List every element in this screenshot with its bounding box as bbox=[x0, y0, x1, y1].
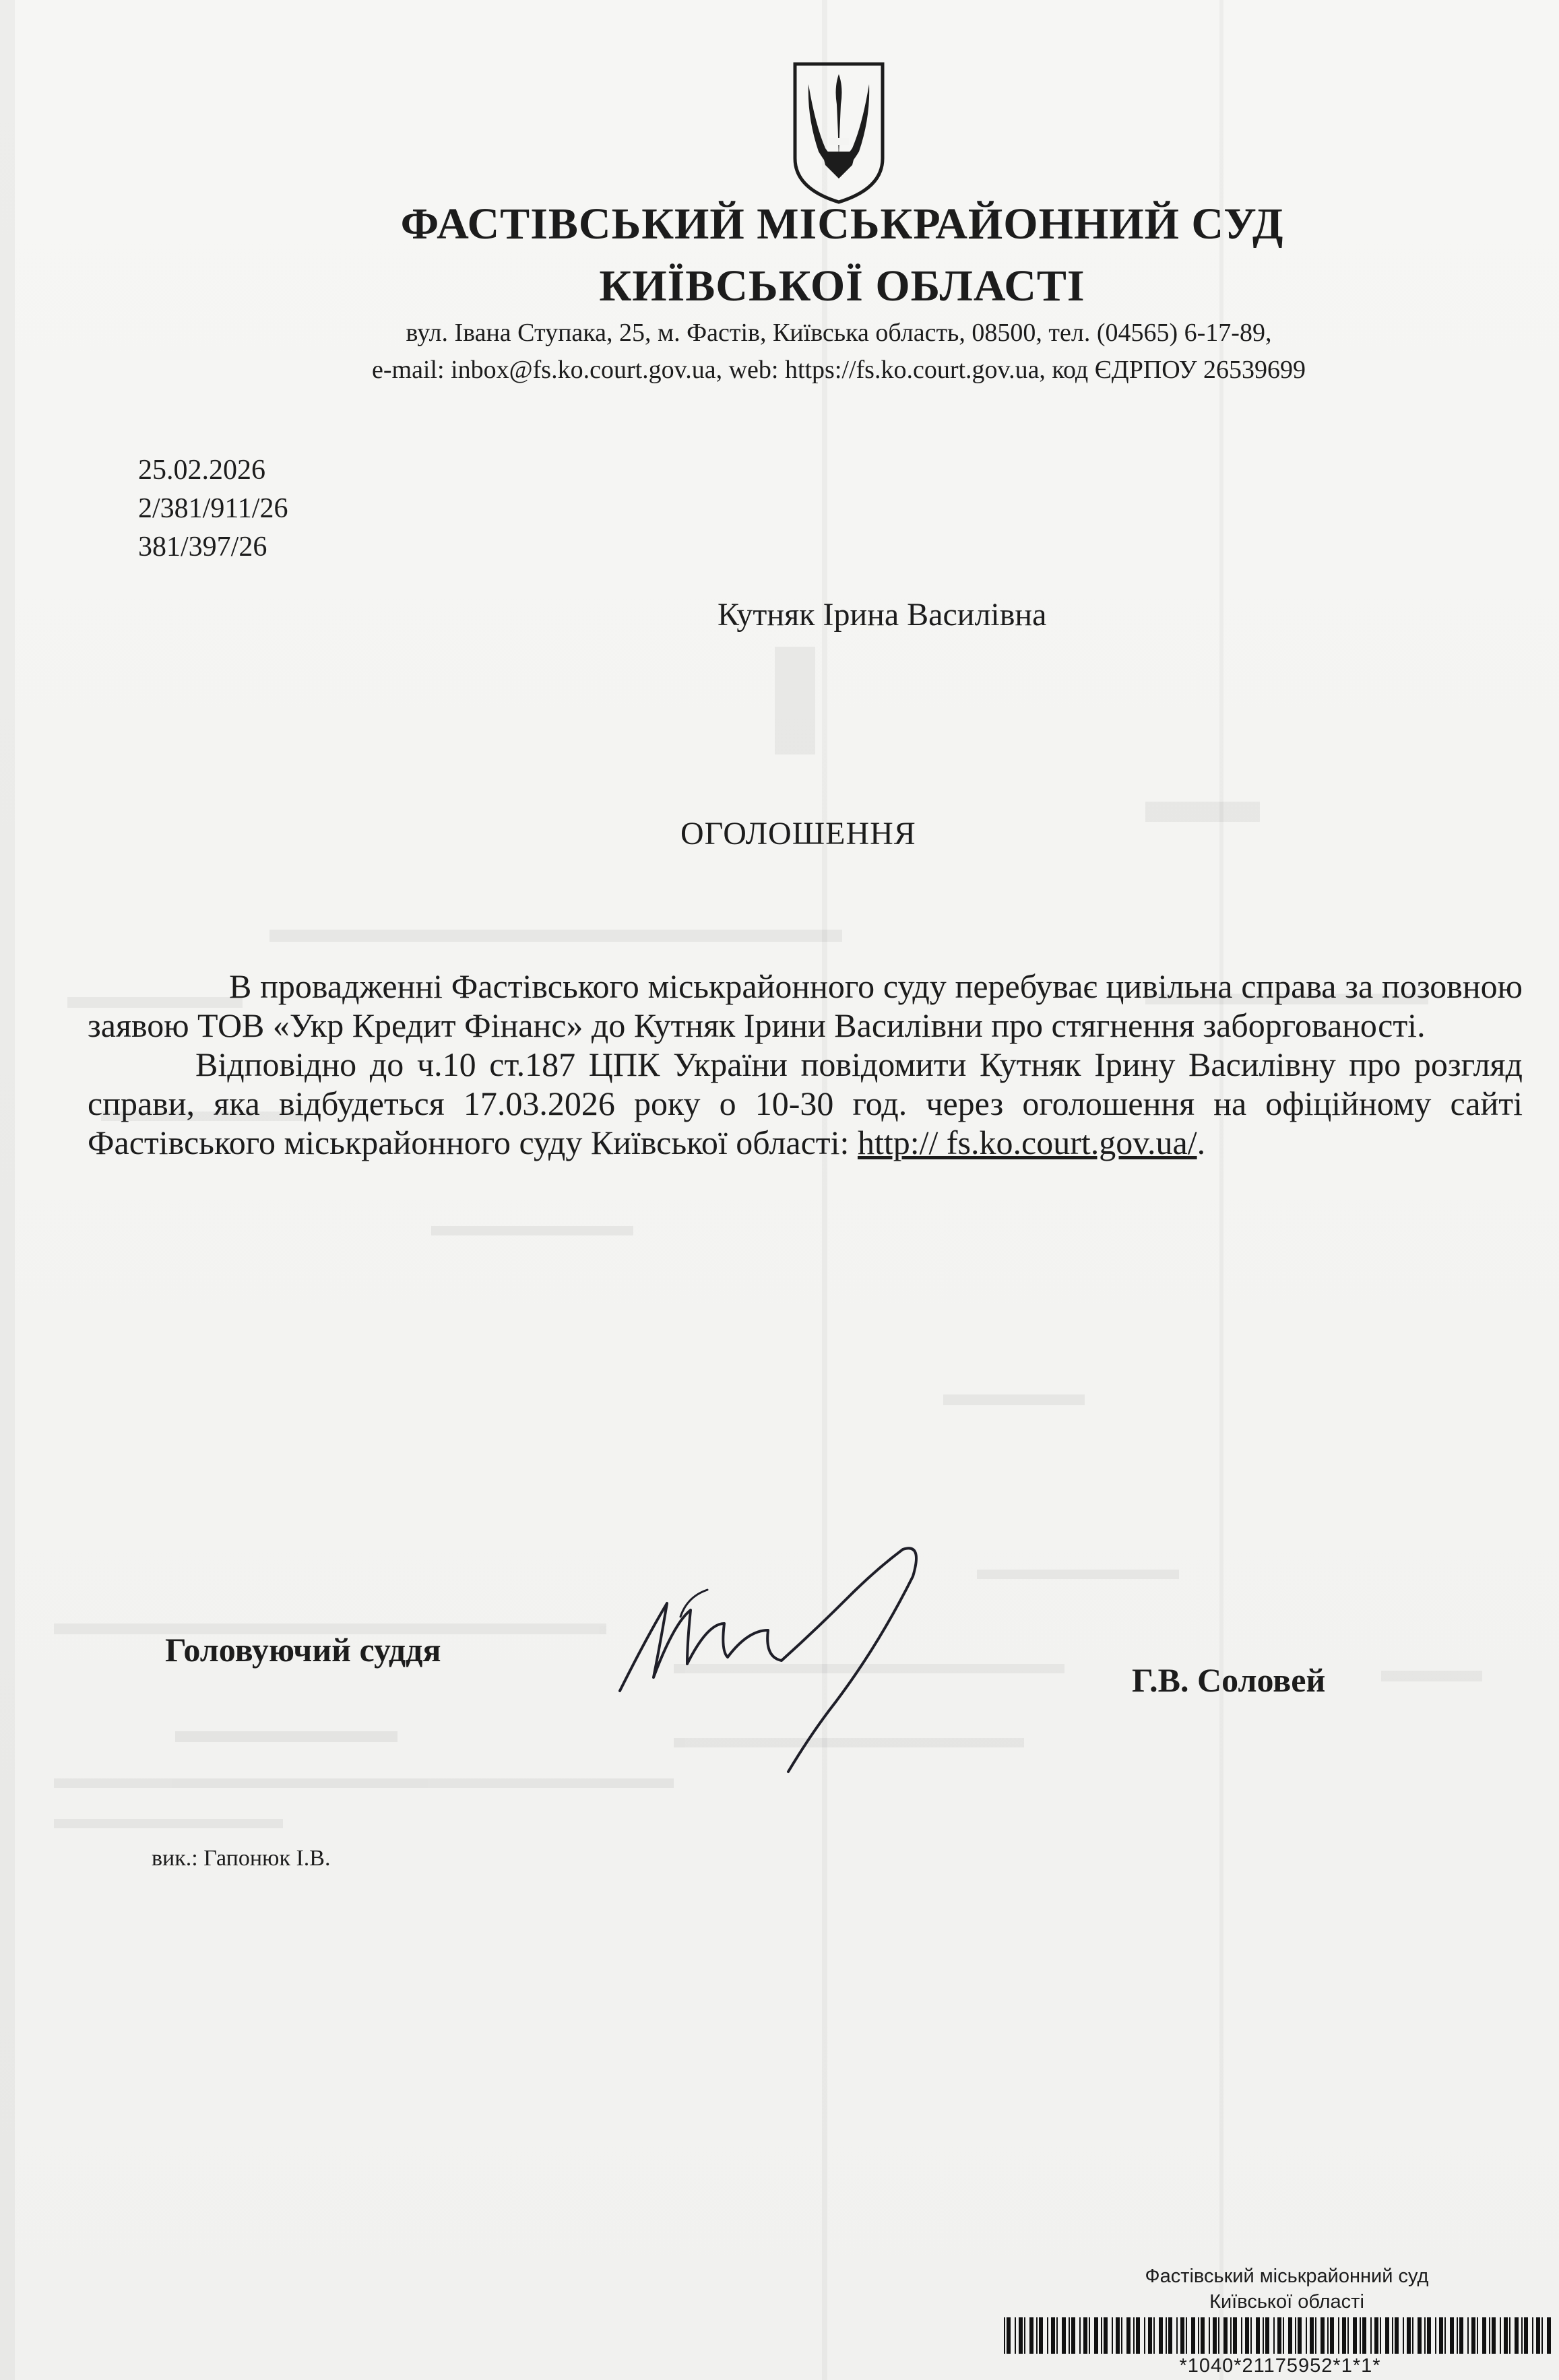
court-name-line1: ФАСТІВСЬКИЙ МІСЬКРАЙОННИЙ СУД bbox=[400, 199, 1284, 249]
document-references bbox=[138, 451, 288, 567]
body-paragraph-1: В провадженні Фастівського міськрайонного суду перебуває цивільна справа за позовною заявою ТОВ «Укр Кредит Фінанс» до Кутняк Ірини Василівни про стягнення заборгованості. bbox=[88, 967, 1523, 1044]
stamp-line-2: Київської області bbox=[1209, 2291, 1364, 2313]
handwritten-signature-icon bbox=[606, 1522, 957, 1792]
body-paragraph-2 bbox=[88, 1045, 1523, 1162]
executor-name: вик.: Гапонюк І.В. bbox=[152, 1846, 331, 1871]
barcode-icon bbox=[1004, 2317, 1556, 2354]
body-paragraph-2-text: Відповідно до ч.10 ст.187 ЦПК України повідомити Кутняк Ірину Василівну про розгляд справи, яка відбудеться 17.03.2026 року о 10-30 год. через оголошення на офіційному сайті Фастівського міськрайонного суду Київської області: bbox=[88, 1046, 1523, 1161]
court-contacts: e-mail: inbox@fs.ko.court.gov.ua, web: https://fs.ko.court.gov.ua, код ЄДРПОУ 26539699 bbox=[371, 356, 1306, 384]
judge-role: Головуючий суддя bbox=[165, 1631, 441, 1669]
barcode-number: *1040*21175952*1*1* bbox=[1179, 2355, 1381, 2377]
stamp-line-1: Фастівський міськрайонний суд bbox=[1145, 2265, 1429, 2287]
court-name-line2: КИЇВСЬКОЇ ОБЛАСТІ bbox=[599, 261, 1085, 311]
judge-name: Г.В. Соловей bbox=[1132, 1661, 1326, 1699]
document-title: ОГОЛОШЕННЯ bbox=[680, 816, 916, 851]
registration-stamp bbox=[1051, 2263, 1523, 2315]
case-number-1: 2/381/911/26 bbox=[138, 493, 288, 524]
ukraine-trident-emblem-icon bbox=[788, 57, 889, 205]
addressee: Кутняк Ірина Василівна bbox=[718, 597, 1047, 633]
court-address: вул. Івана Ступака, 25, м. Фастів, Київська область, 08500, тел. (04565) 6-17-89, bbox=[406, 319, 1272, 347]
court-website-link[interactable]: http:// fs.ko.court.gov.ua/ bbox=[857, 1124, 1197, 1161]
case-number-2: 381/397/26 bbox=[138, 532, 267, 562]
document-date: 25.02.2026 bbox=[138, 455, 265, 486]
document-body bbox=[88, 967, 1523, 1162]
body-paragraph-2-end: . bbox=[1197, 1124, 1206, 1161]
